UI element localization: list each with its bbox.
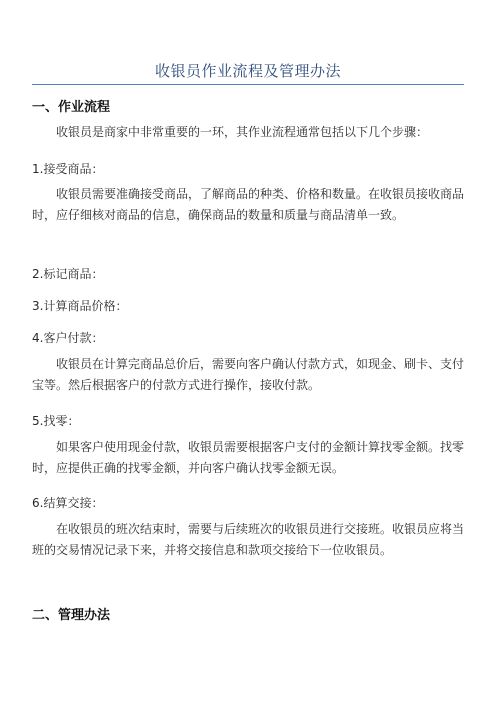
section-heading-management: 二、管理办法: [32, 608, 111, 623]
step-label-6: 6.结算交接：: [32, 496, 104, 510]
step-label-2: 2.标记商品：: [32, 267, 104, 281]
step-body-6: 在收银员的班次结束时，需要与后续班次的收银员进行交接班。收银员应将当班的交易情况记录下来，并将交接信息和款项交接给下一位收银员。: [32, 522, 465, 557]
document-title: 收银员作业流程及管理办法: [154, 62, 341, 80]
section-heading-workflow: 一、作业流程: [32, 100, 111, 115]
step-label-4: 4.客户付款：: [32, 331, 104, 345]
step-label-5: 5.找零：: [32, 414, 80, 428]
workflow-intro-paragraph: 收银员是商家中非常重要的一环，其作业流程通常包括以下几个步骤：: [56, 125, 429, 139]
step-body-5: 如果客户使用现金付款，收银员需要根据客户支付的金额计算找零金额。找零时，应提供正确的找零金额，并向客户确认找零金额无误。: [32, 440, 465, 475]
step-label-3: 3.计算商品价格：: [32, 299, 128, 313]
step-body-1: 收银员需要准确接受商品，了解商品的种类、价格和数量。在收银员接收商品时，应仔细核对商品的信息，确保商品的数量和质量与商品清单一致。: [32, 187, 465, 222]
step-body-4: 收银员在计算完商品总价后，需要向客户确认付款方式，如现金、刷卡、支付宝等。然后根据客户的付款方式进行操作，接收付款。: [32, 357, 465, 392]
title-underline: [32, 84, 464, 85]
step-label-1: 1.接受商品：: [32, 162, 104, 176]
